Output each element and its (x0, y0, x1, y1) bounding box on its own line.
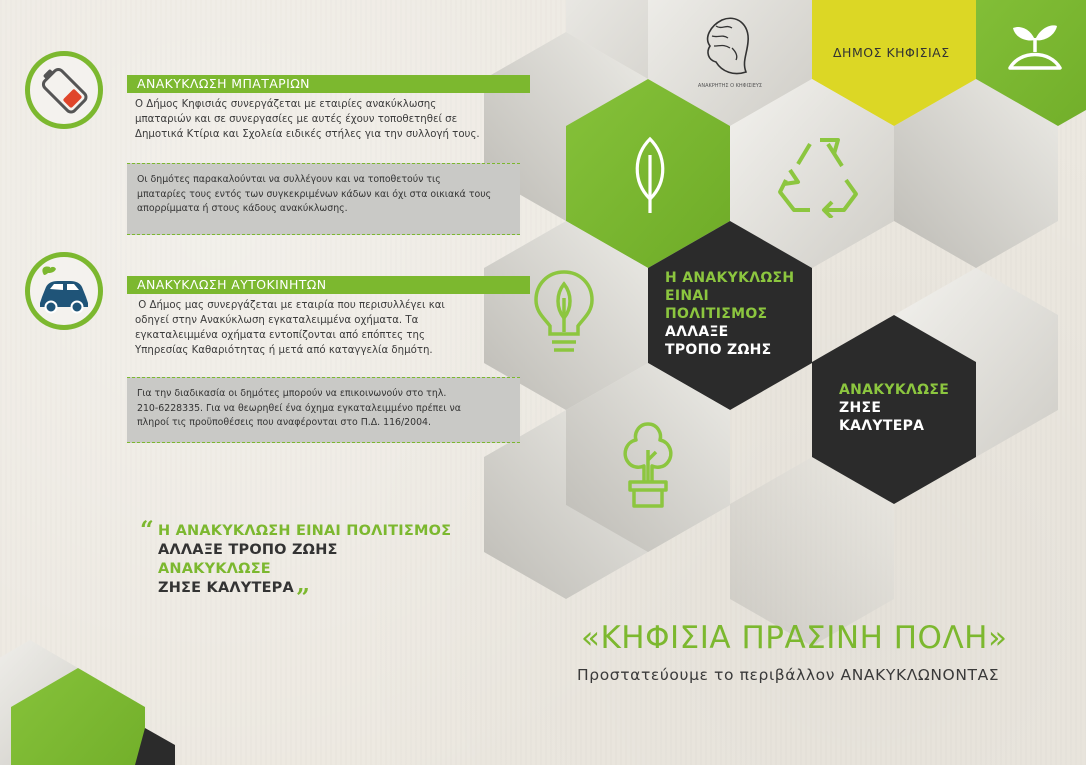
leaf-icon (628, 135, 672, 215)
batteries-body-line: Δημοτικά Κτίρια και Σχολεία ειδικές στήλες για την συλλογή τους. (135, 129, 480, 140)
hex-slogan-2-line: ΖΗΣΕ (839, 400, 882, 416)
lightbulb-icon (532, 268, 596, 360)
tree-pot-icon (612, 420, 684, 512)
batteries-note-line: μπαταρίες τους εντός των συγκεκριμένων κάδων και όχι στα οικιακά τους (137, 188, 492, 200)
cars-body-line: εγκαταλειμμένα οχήματα εντοπίζονται από επόπτες της (135, 330, 425, 341)
municipal-seal-icon (692, 12, 768, 92)
cars-title: ΑΝΑΚΥΚΛΩΣΗ ΑΥΤΟΚΙΝΗΤΩΝ (127, 276, 530, 294)
batteries-note-line: απορρίμματα ή στους κάδους ανακύκλωσης. (137, 203, 348, 214)
quote-open-mark: “ (140, 515, 154, 544)
batteries-note (127, 163, 520, 235)
cars-note-line: Για την διαδικασία οι δημότες μπορούν να επικοινωνούν στο τηλ. (137, 388, 447, 399)
hex-slogan-1 (665, 269, 794, 359)
cars-body-line: οδηγεί στην Ανακύκλωση εγκαταλειμμένα οχήματα. Τα (135, 315, 419, 326)
quote-line: ΑΝΑΚΥΚΛΩΣΕ (158, 561, 271, 577)
cars-body-line: Ο Δήμος μας συνεργάζεται με εταιρία που περισυλλέγει και (135, 300, 445, 311)
quote-line: ΑΛΛΑΞΕ ΤΡΟΠΟ ΖΩΗΣ (158, 542, 338, 558)
cars-body (135, 298, 515, 358)
batteries-note-line: Οι δημότες παρακαλούνται να συλλέγουν και να τοποθετούν τις (137, 174, 441, 185)
cars-note (127, 377, 520, 443)
car-icon-circle (25, 252, 103, 330)
hex-slogan-1-line: ΕΙΝΑΙ (665, 288, 710, 304)
svg-text:ΑΝΑΚΡΗΤΗΣ Ο ΚΗΦΙΣΙΕΥΣ: ΑΝΑΚΡΗΤΗΣ Ο ΚΗΦΙΣΙΕΥΣ (697, 83, 763, 89)
hex-slogan-1-line: ΠΟΛΙΤΙΣΜΟΣ (665, 306, 768, 322)
quote-line: ΖΗΣΕ ΚΑΛΥΤΕΡΑ (158, 580, 294, 596)
municipality-name: ΔΗΜΟΣ ΚΗΦΙΣΙΑΣ (833, 45, 950, 60)
batteries-body-line: Ο Δήμος Κηφισιάς συνεργάζεται με εταιρίες ανακύκλωσης (135, 99, 437, 110)
hex-slogan-2-line: ΑΝΑΚΥΚΛΩΣΕ (839, 382, 950, 398)
hex-slogan-1-line: Η ΑΝΑΚΥΚΛΩΣΗ (665, 270, 795, 286)
quote-close-mark: ” (296, 583, 310, 612)
batteries-body-line: μπαταριών και σε συνεργασίες με αυτές έχουν τοποθετηθεί σε (135, 114, 458, 125)
hex-slogan-1-line: ΤΡΟΠΟ ΖΩΗΣ (665, 342, 772, 358)
battery-icon-circle (25, 51, 103, 129)
cars-note-line: 210-6228335. Για να θεωρηθεί ένα όχημα εγκαταλειμμένο πρέπει να (137, 402, 461, 414)
car-icon (34, 263, 94, 319)
batteries-body (135, 97, 515, 142)
cars-body-line: Υπηρεσίας Καθαριότητας ή μετά από καταγγελία δημότη. (135, 345, 433, 356)
plant-mound-icon (1005, 16, 1065, 76)
recycle-icon (776, 136, 862, 218)
page-subtitle: Προστατεύουμε το περιβάλλον ΑΝΑΚΥΚΛΩΝΟΝΤΑΣ (577, 666, 1000, 684)
hex-slogan-1-line: ΑΛΛΑΞΕ (665, 324, 729, 340)
cars-note-line: πληροί τις προϋποθέσεις που αναφέρονται στο Π.Δ. 116/2004. (137, 417, 432, 428)
battery-icon (36, 62, 92, 118)
quote-line: Η ΑΝΑΚΥΚΛΩΣΗ ΕΙΝΑΙ ΠΟΛΙΤΙΣΜΟΣ (158, 523, 452, 539)
page-title: «ΚΗΦΙΣΙΑ ΠΡΑΣΙΝΗ ΠΟΛΗ» (581, 620, 1008, 656)
batteries-title: ΑΝΑΚΥΚΛΩΣΗ ΜΠΑΤΑΡΙΩΝ (127, 75, 530, 93)
hex-slogan-2 (839, 381, 949, 435)
hex-slogan-2-line: ΚΑΛΥΤΕΡΑ (839, 418, 925, 434)
